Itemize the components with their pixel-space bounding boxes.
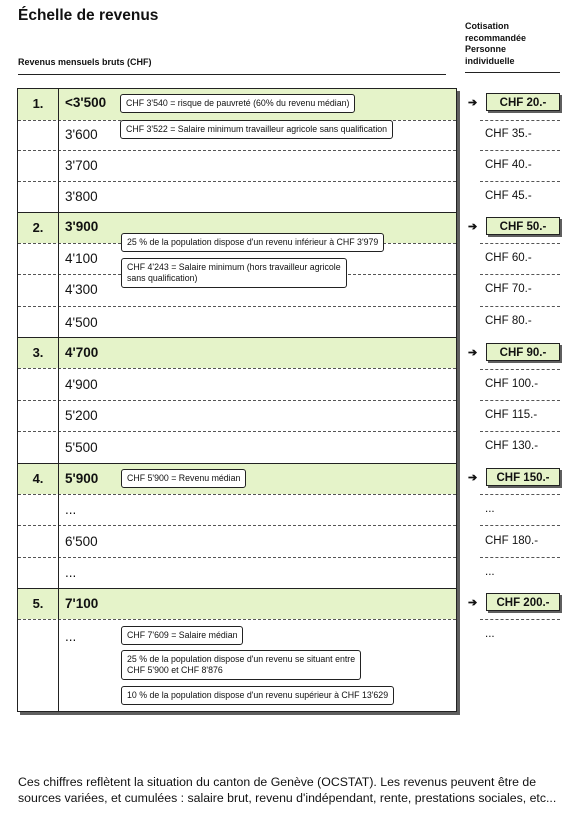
note-median-income: CHF 5'900 = Revenu médian (121, 469, 246, 488)
contribution-badge: CHF 90.- (486, 343, 560, 361)
income-scale-table (17, 88, 457, 712)
contribution-value: CHF 130.- (485, 440, 539, 452)
contribution-value: CHF 60.- (485, 252, 532, 264)
note-agri-min-wage: CHF 3'522 = Salaire minimum travailleur agricole sans qualification (120, 120, 393, 139)
tier-number: 2. (32, 220, 44, 235)
row-divider (480, 431, 560, 432)
row-divider (18, 150, 456, 151)
row-divider (480, 619, 560, 620)
row-divider (18, 306, 456, 307)
row-divider (480, 274, 560, 275)
footer-note: Ces chiffres reflètent la situation du canton de Genève (OCSTAT). Les revenus peuvent être de sources variées, et cumulées : salaire brut, revenu d'indépendant, rente, prestations sociales, etc... (18, 775, 557, 805)
contribution-value: CHF 180.- (485, 535, 539, 547)
row-divider (18, 181, 456, 182)
income-value: 7'100 (65, 596, 99, 611)
contribution-value: CHF 70.- (485, 283, 532, 295)
income-value: 4'900 (65, 377, 98, 392)
tier-number: 5. (32, 596, 44, 611)
tier-divider (18, 212, 456, 213)
contribution-header-line: individuelle (465, 55, 515, 66)
contribution-value: ... (485, 566, 495, 578)
note-line: CHF 5'900 et CHF 8'876 (127, 665, 223, 675)
contribution-value: ... (485, 628, 495, 640)
income-value: 3'800 (65, 189, 98, 204)
contribution-value: CHF 35.- (485, 128, 532, 140)
contribution-header-line: Personne (465, 44, 507, 54)
note-min-wage (121, 258, 347, 288)
income-value: 3'700 (65, 158, 98, 173)
contribution-badge: CHF 150.- (486, 468, 560, 486)
column-divider (58, 89, 59, 711)
note-median-salary: CHF 7'609 = Salaire médian (121, 626, 243, 645)
row-divider (18, 619, 456, 620)
tier-divider (18, 463, 456, 464)
arrow-right-icon: ➔ (468, 97, 478, 109)
income-value: 4'500 (65, 315, 98, 330)
contribution-value: CHF 100.- (485, 378, 539, 390)
row-divider (480, 557, 560, 558)
contribution-value: CHF 115.- (485, 409, 538, 421)
tier-number: 4. (32, 471, 44, 486)
contribution-header-rule (465, 72, 560, 73)
row-divider (18, 431, 456, 432)
income-value: 3'600 (65, 127, 98, 142)
note-line: CHF 4'243 = Salaire minimum (hors travailleur agricole (127, 262, 341, 272)
row-divider (480, 120, 560, 121)
contribution-badge: CHF 50.- (486, 217, 560, 235)
note-25pct-between (121, 650, 361, 680)
tier-divider (18, 588, 456, 589)
income-value: ... (65, 565, 77, 580)
note-poverty-risk: CHF 3'540 = risque de pauvreté (60% du revenu médian) (120, 94, 355, 113)
contribution-value: CHF 45.- (485, 190, 532, 202)
contribution-header-line: recommandée (465, 32, 527, 43)
arrow-right-icon: ➔ (468, 472, 478, 484)
tier-divider (18, 337, 456, 338)
row-divider (480, 243, 560, 244)
income-value: 6'500 (65, 534, 98, 549)
row-divider (480, 494, 560, 495)
arrow-right-icon: ➔ (468, 347, 478, 359)
note-25pct-below: 25 % de la population dispose d'un revenu inférieur à CHF 3'979 (121, 233, 384, 252)
income-value: ... (65, 502, 77, 517)
row-divider (480, 181, 560, 182)
contribution-value: ... (485, 503, 495, 515)
income-value: ... (65, 629, 77, 644)
income-column-header: Revenus mensuels bruts (CHF) (18, 57, 152, 67)
income-value: 5'500 (65, 440, 98, 455)
tier-number: 1. (32, 96, 44, 111)
note-line: 25 % de la population dispose d'un revenu se situant entre (127, 654, 356, 664)
arrow-right-icon: ➔ (468, 597, 478, 609)
row-divider (18, 494, 456, 495)
header-rule (18, 74, 446, 75)
income-value: 5'900 (65, 471, 99, 486)
row-divider (480, 525, 560, 526)
row-divider (18, 400, 456, 401)
contribution-header-line: Cotisation (465, 21, 509, 31)
tier-number: 3. (32, 345, 44, 360)
row-divider (18, 368, 456, 369)
row-divider (18, 557, 456, 558)
contribution-value: CHF 40.- (485, 159, 532, 171)
income-value: <3'500 (65, 95, 107, 110)
row-divider (18, 525, 456, 526)
income-value: 5'200 (65, 408, 98, 423)
contribution-column-header (465, 21, 565, 67)
row-divider (480, 400, 560, 401)
income-value: 4'300 (65, 282, 98, 297)
contribution-badge: CHF 20.- (486, 93, 560, 111)
contribution-value: CHF 80.- (485, 315, 532, 327)
page-title: Échelle de revenus (18, 7, 159, 24)
arrow-right-icon: ➔ (468, 221, 478, 233)
income-value: 3'900 (65, 219, 99, 234)
contribution-badge: CHF 200.- (486, 593, 560, 611)
note-10pct-above: 10 % de la population dispose d'un revenu supérieur à CHF 13'629 (121, 686, 394, 705)
row-divider (480, 369, 560, 370)
income-value: 4'700 (65, 345, 99, 360)
row-divider (480, 150, 560, 151)
income-value: 4'100 (65, 251, 98, 266)
note-line: sans qualification) (127, 273, 198, 283)
row-divider (480, 306, 560, 307)
